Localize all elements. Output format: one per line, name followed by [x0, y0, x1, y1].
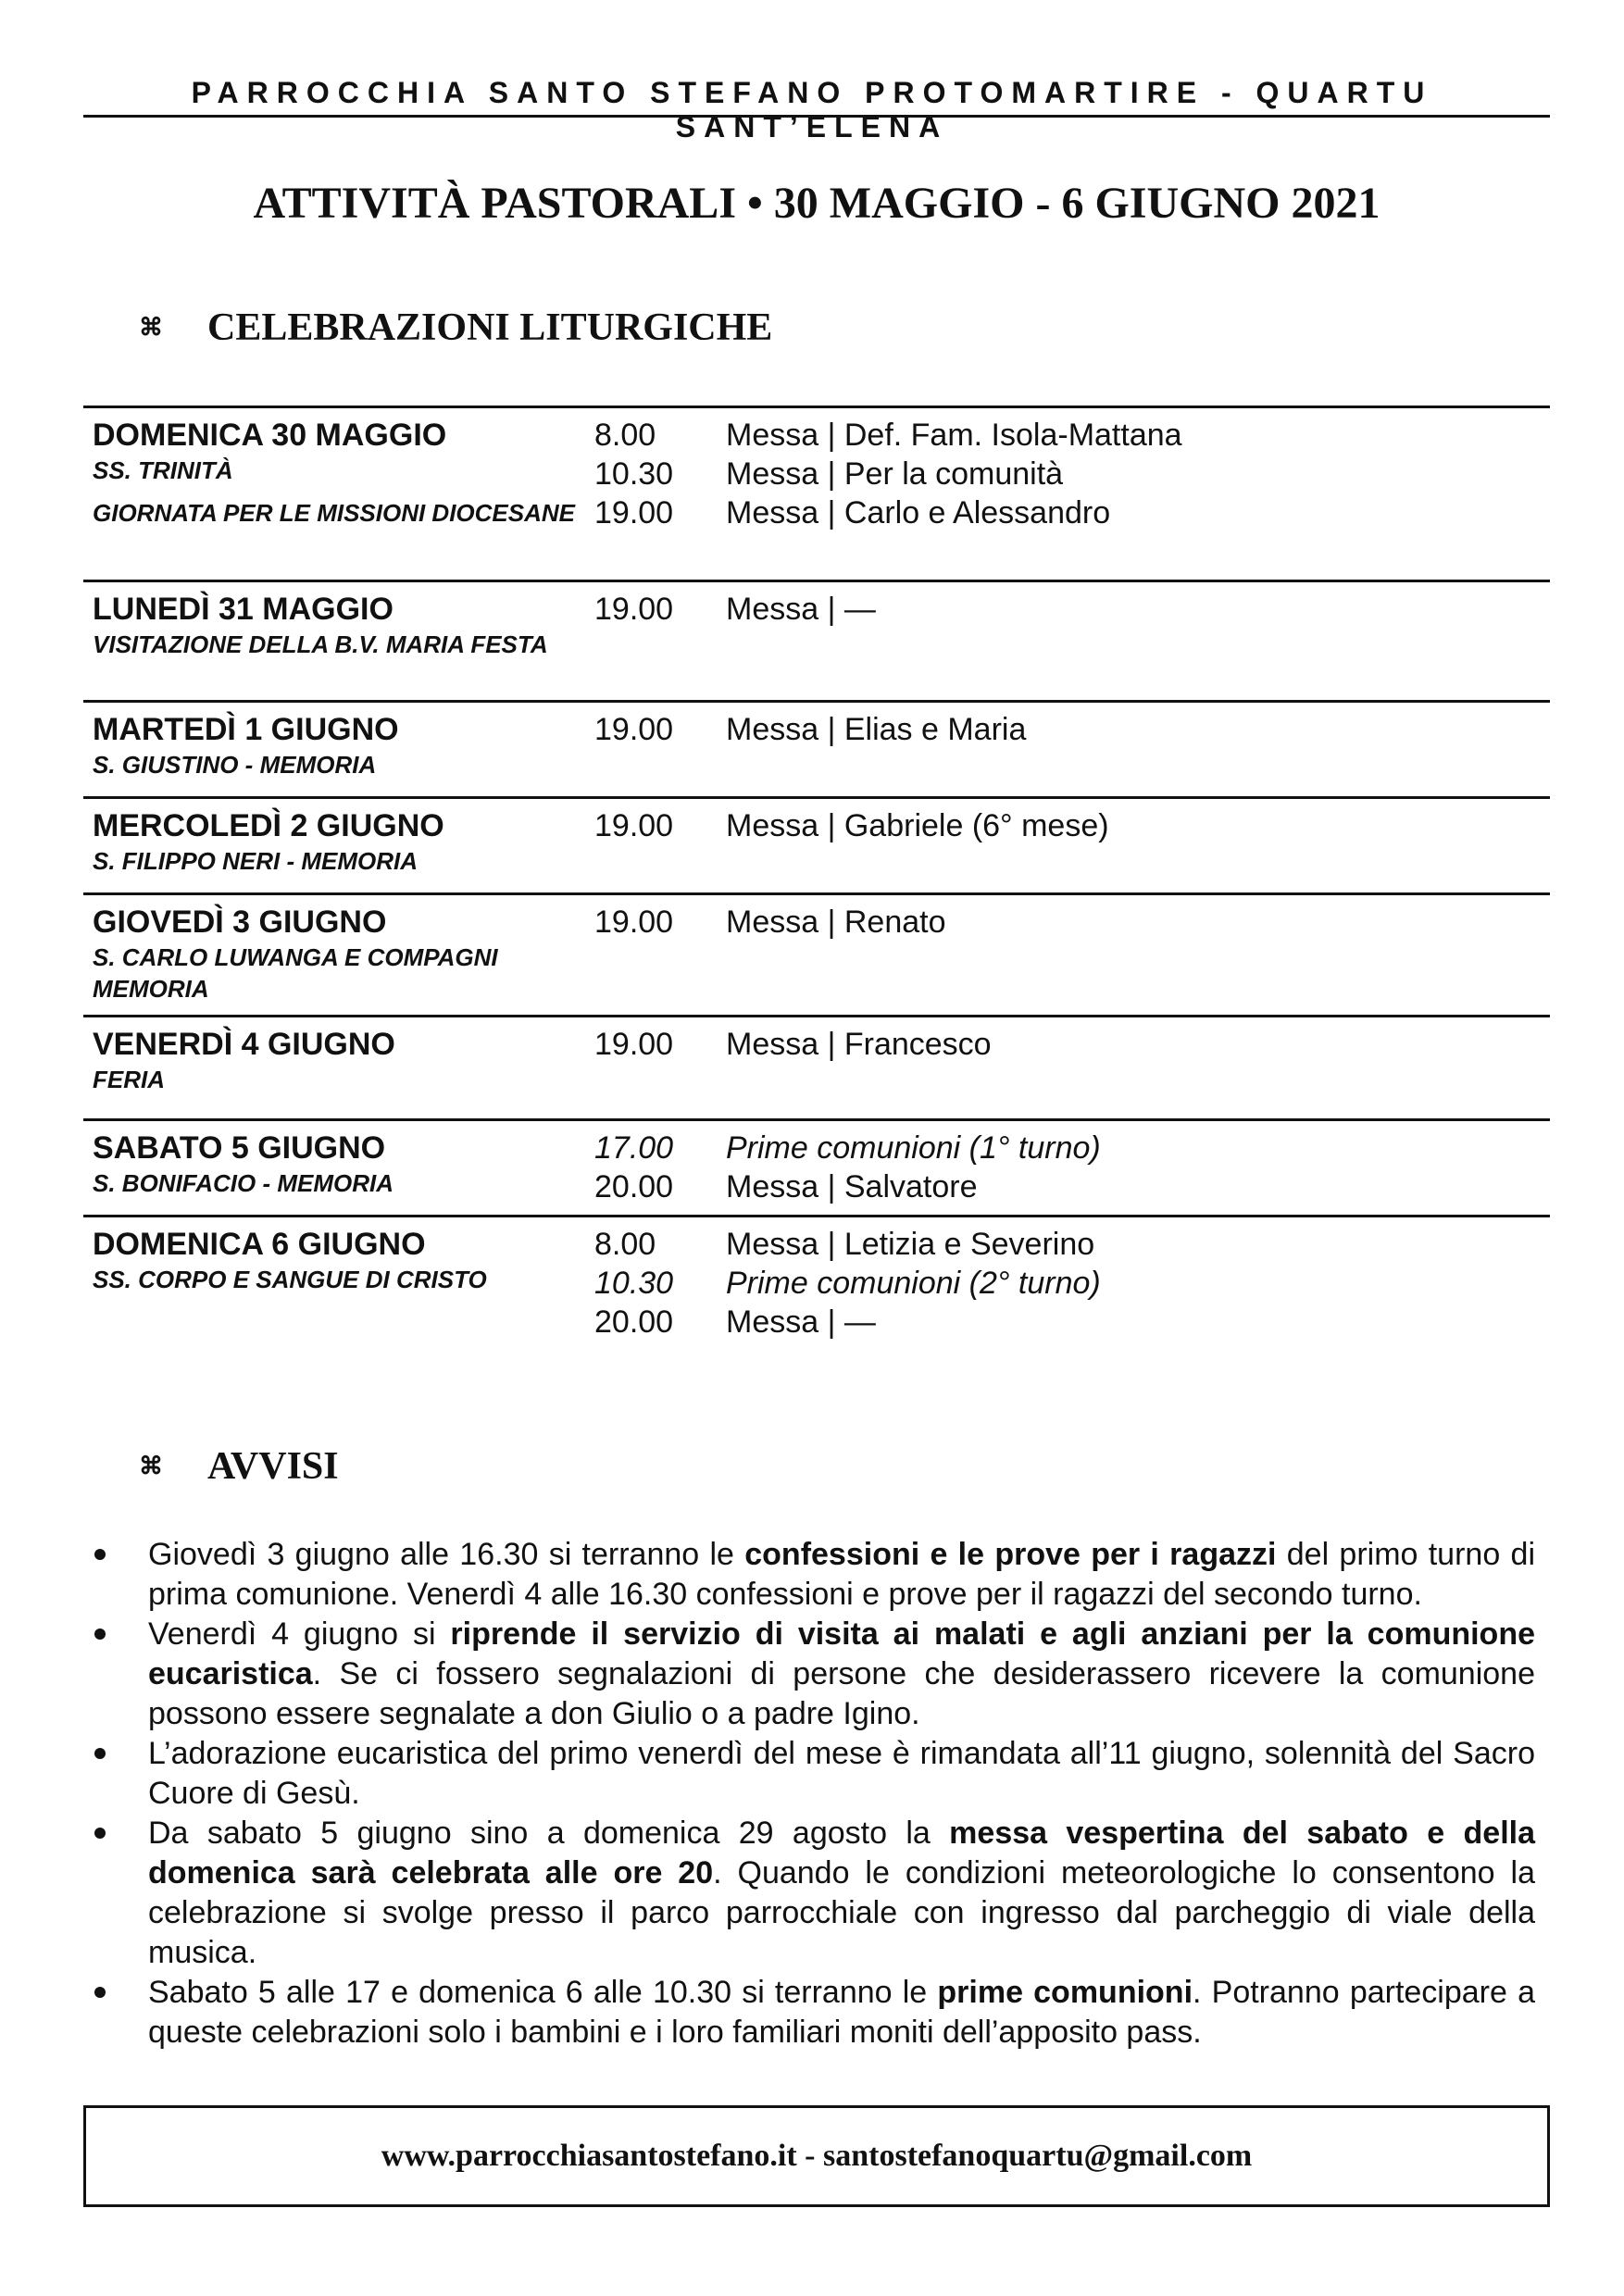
event-time: 19.00: [594, 495, 674, 530]
day-cell: [83, 799, 594, 892]
notice-emphasis: confessioni e le prove per i ragazzi: [744, 1537, 1277, 1572]
parish-header: PARROCCHIA SANTO STEFANO PROTOMARTIRE - QUARTU SANT’ELENA: [191, 76, 1433, 144]
day-cell: [83, 1217, 594, 1316]
events-cell: [594, 1017, 1550, 1118]
liturgical-feast: SS. CORPO E SANGUE DI CRISTO: [93, 1266, 487, 1293]
event-description: Messa | Salvatore: [726, 1169, 978, 1204]
liturgical-feast: SS. TRINITÀ: [93, 456, 233, 484]
events-cell: [594, 703, 1550, 796]
day-cell: [83, 703, 594, 796]
day-cell: [83, 1017, 594, 1118]
bullet-icon: [83, 1734, 148, 1814]
schedule-event: [594, 1025, 1550, 1064]
notice-item: [83, 1973, 1535, 2053]
schedule-event: [594, 590, 1550, 629]
schedule-event: [594, 493, 1550, 532]
header-divider: [83, 115, 1550, 118]
footer-contact-box: [83, 2105, 1550, 2207]
schedule-row: [83, 406, 1550, 580]
notice-fragment: . Se ci fossero segnalazioni di persone che desiderassero ricevere la comunione possono essere segnalate a don Giulio o a padre Igino.: [148, 1656, 1535, 1731]
schedule-event: [594, 1167, 1550, 1206]
bullet-icon: [83, 1615, 148, 1734]
schedule-event: [594, 1264, 1550, 1303]
event-description: Messa | Elias e Maria: [726, 712, 1027, 747]
bullet-icon: [83, 1973, 148, 2053]
notice-text: [148, 1973, 1535, 2053]
event-description: Messa | —: [726, 592, 876, 627]
events-cell: [594, 895, 1550, 1015]
notice-text: [148, 1535, 1535, 1615]
day-name: DOMENICA 6 GIUGNO: [93, 1227, 426, 1262]
notice-emphasis: riprende il servizio di visita ai malati e agli anziani per la comunione eucaristica: [148, 1616, 1535, 1691]
event-time: 20.00: [594, 1304, 674, 1340]
notice-item: [83, 1814, 1535, 1973]
event-time: 19.00: [594, 1027, 674, 1062]
footer-contact: www.parrocchiasantostefano.it - santostefanoquartu@gmail.com: [381, 2139, 1253, 2173]
liturgical-feast: FERIA: [93, 1066, 165, 1093]
day-cell: [83, 895, 594, 1015]
liturgical-feast: S. FILIPPO NERI - MEMORIA: [93, 847, 418, 875]
liturgical-schedule-table: [83, 406, 1550, 1340]
day-name: GIOVEDÌ 3 GIUGNO: [93, 905, 387, 940]
liturgical-feast: GIORNATA PER LE MISSIONI DIOCESANE: [93, 499, 576, 527]
event-time: 19.00: [594, 592, 674, 627]
notice-fragment: L’adorazione eucaristica del primo venerdì del mese è rimandata all’11 giugno, solennità del Sacro Cuore di Gesù.: [148, 1736, 1535, 1811]
schedule-event: [594, 455, 1550, 493]
event-time: 19.00: [594, 712, 674, 747]
notice-item: [83, 1734, 1535, 1814]
event-time: 20.00: [594, 1169, 674, 1204]
schedule-row: [83, 1118, 1550, 1215]
event-time: 10.30: [594, 1266, 674, 1301]
events-cell: [594, 799, 1550, 892]
schedule-event: [594, 903, 1550, 942]
notice-fragment: Giovedì 3 giugno alle 16.30 si terranno le: [148, 1537, 745, 1572]
event-description: Messa | Francesco: [726, 1027, 992, 1062]
day-cell: [83, 1121, 594, 1215]
section-bullet-icon: ⌘: [139, 1453, 163, 1479]
liturgical-feast: S. GIUSTINO - MEMORIA: [93, 751, 377, 779]
notice-fragment: Venerdì 4 giugno si: [148, 1616, 451, 1652]
schedule-row: [83, 796, 1550, 892]
event-description: Prime comunioni (1° turno): [726, 1130, 1101, 1166]
event-time: 19.00: [594, 808, 674, 843]
event-description: Messa | Def. Fam. Isola-Mattana: [726, 418, 1182, 453]
day-cell: [83, 582, 594, 700]
event-time: 8.00: [594, 1227, 656, 1262]
liturgical-feast: S. CARLO LUWANGA E COMPAGNI MEMORIA: [93, 943, 498, 1003]
event-description: Prime comunioni (2° turno): [726, 1266, 1101, 1301]
bullet-icon: [83, 1814, 148, 1973]
schedule-event: [594, 416, 1550, 455]
events-cell: [594, 1121, 1550, 1215]
schedule-row: [83, 700, 1550, 796]
day-name: SABATO 5 GIUGNO: [93, 1130, 386, 1166]
day-name: MARTEDÌ 1 GIUGNO: [93, 712, 399, 747]
event-description: Messa | Per la comunità: [726, 456, 1064, 492]
schedule-row: [83, 1215, 1550, 1340]
schedule-row: [83, 1015, 1550, 1118]
celebrations-heading: [139, 306, 772, 350]
events-cell: [594, 1217, 1550, 1340]
notices-heading: [139, 1444, 339, 1489]
day-name: LUNEDÌ 31 MAGGIO: [93, 592, 394, 627]
notice-fragment: Da sabato 5 giugno sino a domenica 29 agosto la: [148, 1816, 950, 1851]
schedule-row: [83, 892, 1550, 1015]
schedule-row: [83, 580, 1550, 700]
events-cell: [594, 408, 1550, 580]
liturgical-feast: VISITAZIONE DELLA B.V. MARIA FESTA: [93, 630, 548, 658]
day-name: DOMENICA 30 MAGGIO: [93, 418, 447, 453]
event-time: 19.00: [594, 905, 674, 940]
notices-heading-label: AVVISI: [207, 1445, 339, 1488]
schedule-event: [594, 1129, 1550, 1167]
event-time: 17.00: [594, 1130, 674, 1166]
notice-emphasis: prime comunioni: [937, 1975, 1193, 2010]
notice-item: [83, 1615, 1535, 1734]
event-time: 8.00: [594, 418, 656, 453]
bullet-icon: [83, 1535, 148, 1615]
notice-text: [148, 1814, 1535, 1973]
section-bullet-icon: ⌘: [139, 314, 163, 341]
notice-text: [148, 1615, 1535, 1734]
event-description: Messa | Renato: [726, 905, 946, 940]
schedule-event: [594, 710, 1550, 749]
event-description: Messa | Gabriele (6° mese): [726, 808, 1109, 843]
page-title: ATTIVITÀ PASTORALI • 30 MAGGIO - 6 GIUGNO 2021: [253, 179, 1380, 228]
celebrations-heading-label: CELEBRAZIONI LITURGICHE: [207, 306, 773, 349]
notices-list: [83, 1535, 1535, 2053]
notice-emphasis: messa vespertina del sabato e della domenica sarà celebrata alle ore 20: [148, 1816, 1535, 1890]
events-cell: [594, 582, 1550, 700]
notice-fragment: Sabato 5 alle 17 e domenica 6 alle 10.30 si terranno le: [148, 1975, 938, 2010]
liturgical-feast: S. BONIFACIO - MEMORIA: [93, 1169, 394, 1197]
notice-fragment: del primo turno di prima comunione. Venerdì 4 alle 16.30 confessioni e prove per il ragazzi del secondo turno.: [148, 1537, 1535, 1612]
day-cell: [83, 408, 594, 580]
notice-fragment: . Potranno partecipare a queste celebrazioni solo i bambini e i loro familiari moniti dell’apposito pass.: [148, 1975, 1535, 2050]
schedule-event: [594, 1225, 1550, 1264]
schedule-event: [594, 806, 1550, 845]
day-name: MERCOLEDÌ 2 GIUGNO: [93, 808, 444, 843]
day-name: VENERDÌ 4 GIUGNO: [93, 1027, 395, 1062]
event-description: Messa | Letizia e Severino: [726, 1227, 1095, 1262]
notice-fragment: . Quando le condizioni meteorologiche lo consentono la celebrazione si svolge presso il parco parrocchiale con ingresso dal parcheggio di viale della musica.: [148, 1855, 1535, 1970]
event-description: Messa | Carlo e Alessandro: [726, 495, 1111, 530]
notice-item: [83, 1535, 1535, 1615]
event-time: 10.30: [594, 456, 674, 492]
notice-text: [148, 1734, 1535, 1814]
schedule-event: [594, 1303, 1550, 1341]
event-description: Messa | —: [726, 1304, 876, 1340]
